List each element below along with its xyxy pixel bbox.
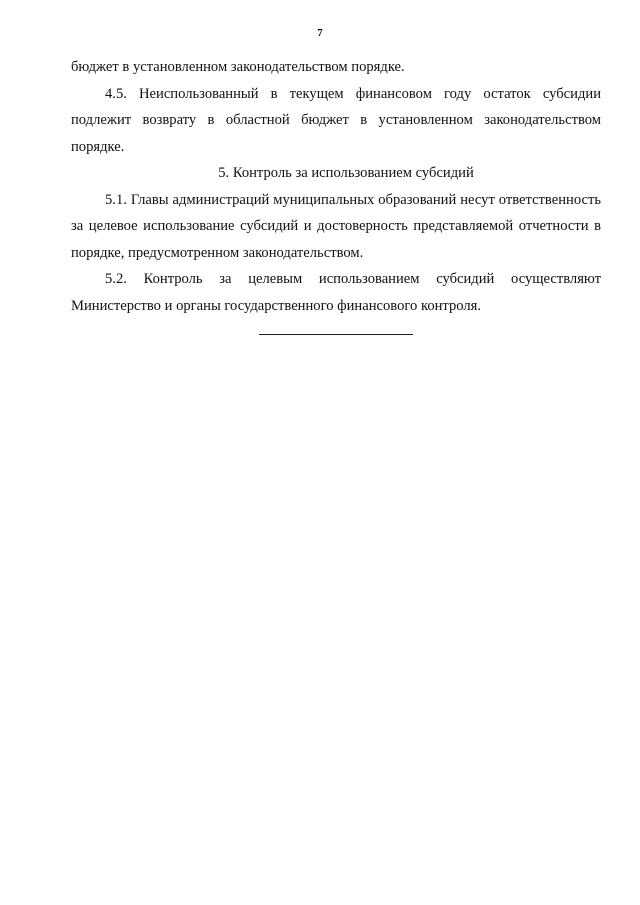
end-separator-line: [259, 334, 413, 335]
paragraph-4-5: 4.5. Неиспользованный в текущем финансовом году остаток субсидии подлежит возврату в областной бюджет в установленном законодательством порядке.: [71, 85, 601, 155]
page-number: 7: [317, 27, 323, 39]
paragraph-5-2: 5.2. Контроль за целевым использованием субсидий осуществляют Министерство и органы государственного финансового контроля.: [71, 271, 601, 314]
separator-container: [71, 319, 601, 349]
paragraph-5-1: 5.1. Главы администраций муниципальных образований несут ответственность за целевое использование субсидий и достоверность представляемой отчетности в порядке, предусмотренном законодательством.: [71, 191, 601, 261]
section-5-heading: 5. Контроль за использованием субсидий: [218, 165, 474, 181]
document-body: [71, 54, 601, 349]
paragraph-continuation: бюджет в установленном законодательством порядке.: [71, 59, 405, 75]
